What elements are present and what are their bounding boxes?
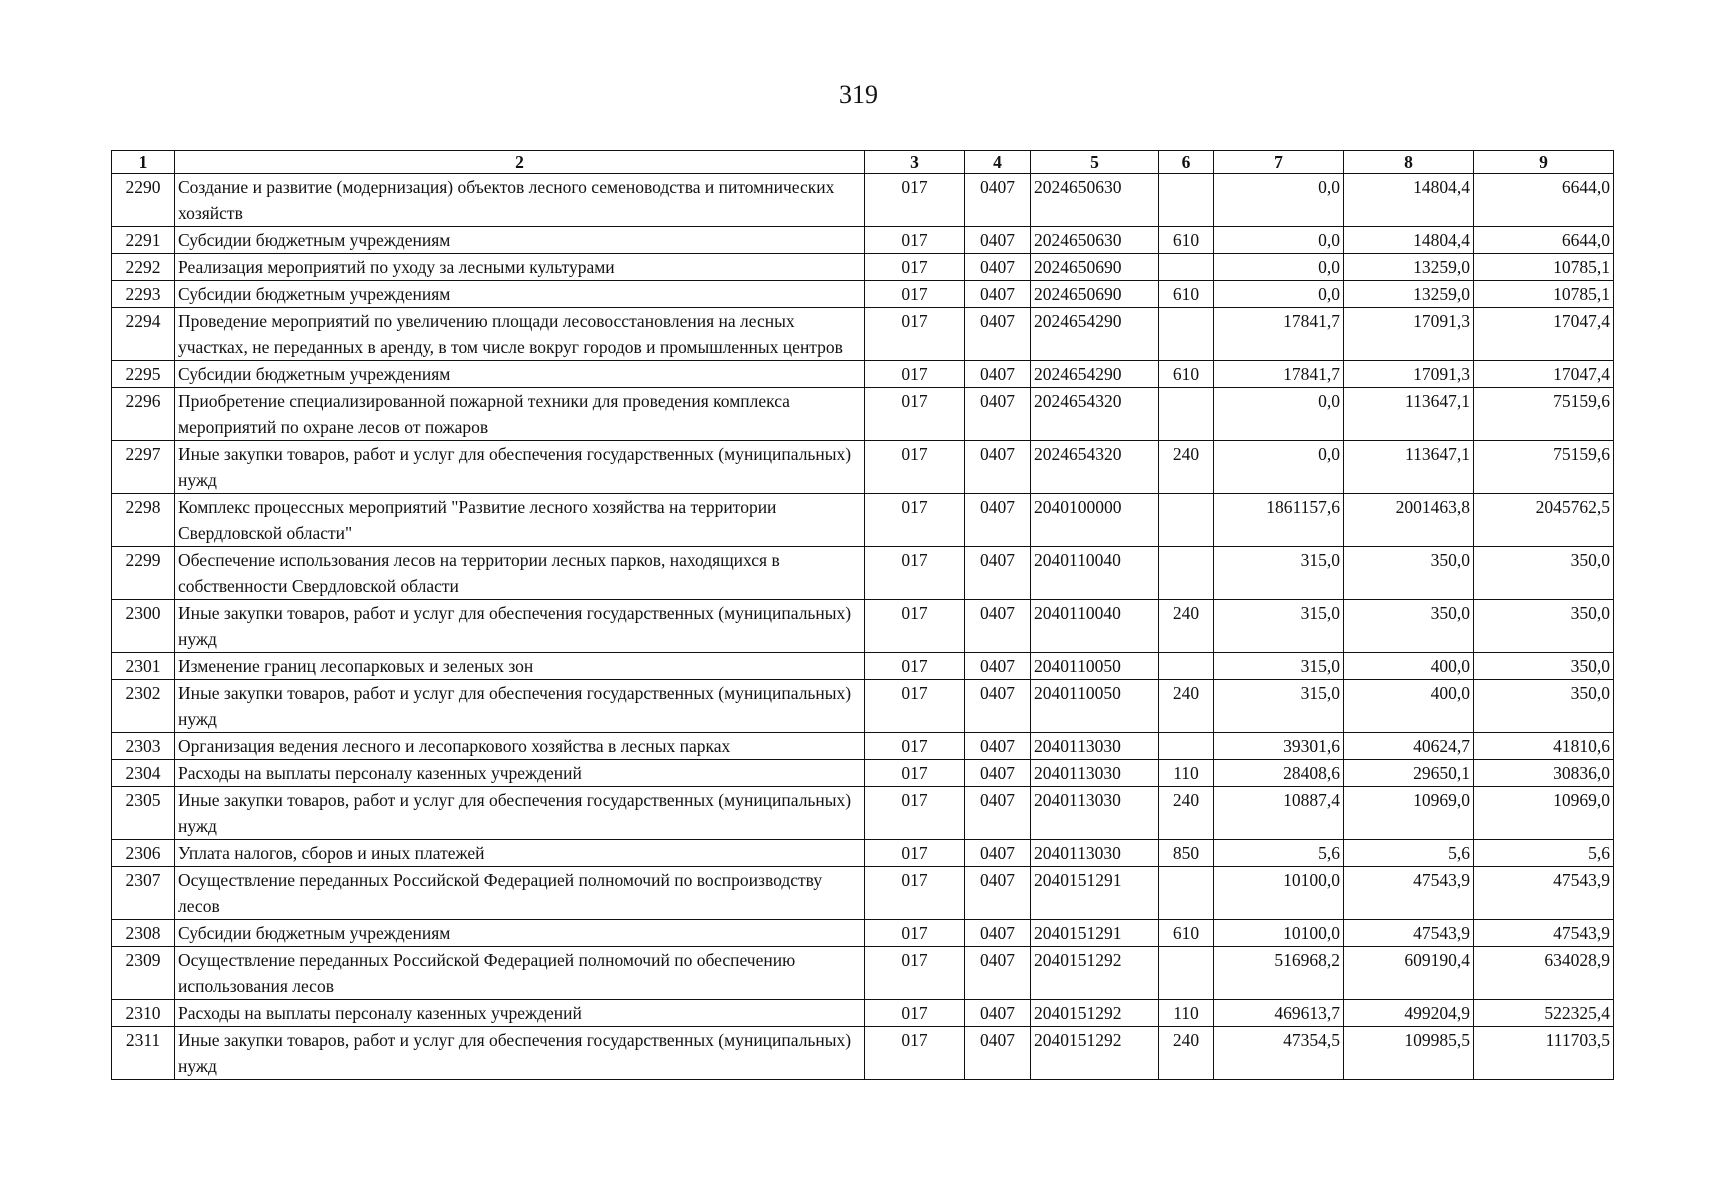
amount-col7-cell: 0,0 xyxy=(1214,227,1344,254)
amount-col8-cell: 47543,9 xyxy=(1344,867,1474,920)
amount-col8-cell: 40624,7 xyxy=(1344,733,1474,760)
item-name-cell: Приобретение специализированной пожарной техники для проведения комплекса мероприятий по охране лесов от пожаров xyxy=(175,388,865,441)
amount-col8-cell: 10969,0 xyxy=(1344,787,1474,840)
expense-type-cell: 240 xyxy=(1159,441,1214,494)
amount-col8-cell: 113647,1 xyxy=(1344,441,1474,494)
section-code-cell: 0407 xyxy=(965,547,1031,600)
amount-col8-cell: 14804,4 xyxy=(1344,227,1474,254)
ministry-code-cell: 017 xyxy=(865,441,965,494)
amount-col9-cell: 47543,9 xyxy=(1474,920,1614,947)
amount-col9-cell: 5,6 xyxy=(1474,840,1614,867)
target-article-cell: 2040151292 xyxy=(1031,947,1159,1000)
section-code-cell: 0407 xyxy=(965,227,1031,254)
row-number-cell: 2300 xyxy=(112,600,175,653)
item-name-cell: Субсидии бюджетным учреждениям xyxy=(175,361,865,388)
amount-col7-cell: 1861157,6 xyxy=(1214,494,1344,547)
ministry-code-cell: 017 xyxy=(865,1027,965,1080)
ministry-code-cell: 017 xyxy=(865,308,965,361)
amount-col8-cell: 400,0 xyxy=(1344,653,1474,680)
row-number-cell: 2294 xyxy=(112,308,175,361)
expense-type-cell xyxy=(1159,308,1214,361)
amount-col8-cell: 609190,4 xyxy=(1344,947,1474,1000)
table-row xyxy=(112,867,1614,920)
section-code-cell: 0407 xyxy=(965,174,1031,227)
expense-type-cell xyxy=(1159,547,1214,600)
expense-type-cell xyxy=(1159,494,1214,547)
table-row xyxy=(112,760,1614,787)
amount-col7-cell: 315,0 xyxy=(1214,600,1344,653)
row-number-cell: 2292 xyxy=(112,254,175,281)
amount-col8-cell: 2001463,8 xyxy=(1344,494,1474,547)
amount-col7-cell: 0,0 xyxy=(1214,174,1344,227)
amount-col9-cell: 6644,0 xyxy=(1474,227,1614,254)
table-row xyxy=(112,680,1614,733)
row-number-cell: 2291 xyxy=(112,227,175,254)
amount-col9-cell: 350,0 xyxy=(1474,547,1614,600)
table-row xyxy=(112,308,1614,361)
target-article-cell: 2040110050 xyxy=(1031,653,1159,680)
amount-col7-cell: 10887,4 xyxy=(1214,787,1344,840)
amount-col9-cell: 634028,9 xyxy=(1474,947,1614,1000)
row-number-cell: 2302 xyxy=(112,680,175,733)
amount-col9-cell: 75159,6 xyxy=(1474,441,1614,494)
item-name-cell: Осуществление переданных Российской Федерацией полномочий по воспроизводству лесов xyxy=(175,867,865,920)
section-code-cell: 0407 xyxy=(965,867,1031,920)
row-number-cell: 2297 xyxy=(112,441,175,494)
amount-col9-cell: 10785,1 xyxy=(1474,281,1614,308)
section-code-cell: 0407 xyxy=(965,1027,1031,1080)
expense-type-cell xyxy=(1159,733,1214,760)
table-body xyxy=(112,174,1614,1080)
item-name-cell: Расходы на выплаты персоналу казенных учреждений xyxy=(175,1000,865,1027)
amount-col9-cell: 17047,4 xyxy=(1474,308,1614,361)
column-header: 2 xyxy=(175,151,865,174)
column-header: 7 xyxy=(1214,151,1344,174)
section-code-cell: 0407 xyxy=(965,920,1031,947)
amount-col8-cell: 350,0 xyxy=(1344,600,1474,653)
amount-col7-cell: 5,6 xyxy=(1214,840,1344,867)
page-number: 319 xyxy=(839,80,878,109)
column-header: 3 xyxy=(865,151,965,174)
ministry-code-cell: 017 xyxy=(865,840,965,867)
amount-col7-cell: 28408,6 xyxy=(1214,760,1344,787)
item-name-cell: Уплата налогов, сборов и иных платежей xyxy=(175,840,865,867)
target-article-cell: 2040151292 xyxy=(1031,1027,1159,1080)
amount-col8-cell: 109985,5 xyxy=(1344,1027,1474,1080)
target-article-cell: 2024654290 xyxy=(1031,361,1159,388)
table-row xyxy=(112,1000,1614,1027)
item-name-cell: Создание и развитие (модернизация) объектов лесного семеноводства и питомнических хозяйств xyxy=(175,174,865,227)
row-number-cell: 2307 xyxy=(112,867,175,920)
expense-type-cell: 240 xyxy=(1159,1027,1214,1080)
target-article-cell: 2040110050 xyxy=(1031,680,1159,733)
section-code-cell: 0407 xyxy=(965,441,1031,494)
amount-col7-cell: 47354,5 xyxy=(1214,1027,1344,1080)
amount-col9-cell: 350,0 xyxy=(1474,600,1614,653)
amount-col7-cell: 315,0 xyxy=(1214,680,1344,733)
table-row xyxy=(112,547,1614,600)
amount-col8-cell: 400,0 xyxy=(1344,680,1474,733)
ministry-code-cell: 017 xyxy=(865,1000,965,1027)
amount-col8-cell: 5,6 xyxy=(1344,840,1474,867)
amount-col8-cell: 113647,1 xyxy=(1344,388,1474,441)
table-row xyxy=(112,787,1614,840)
target-article-cell: 2024650690 xyxy=(1031,254,1159,281)
item-name-cell: Иные закупки товаров, работ и услуг для обеспечения государственных (муниципальных) нужд xyxy=(175,787,865,840)
amount-col8-cell: 13259,0 xyxy=(1344,254,1474,281)
amount-col9-cell: 522325,4 xyxy=(1474,1000,1614,1027)
row-number-cell: 2296 xyxy=(112,388,175,441)
table-row xyxy=(112,441,1614,494)
amount-col8-cell: 350,0 xyxy=(1344,547,1474,600)
amount-col7-cell: 0,0 xyxy=(1214,254,1344,281)
amount-col7-cell: 469613,7 xyxy=(1214,1000,1344,1027)
amount-col7-cell: 17841,7 xyxy=(1214,361,1344,388)
row-number-cell: 2299 xyxy=(112,547,175,600)
table-row xyxy=(112,254,1614,281)
amount-col9-cell: 10785,1 xyxy=(1474,254,1614,281)
amount-col9-cell: 17047,4 xyxy=(1474,361,1614,388)
row-number-cell: 2303 xyxy=(112,733,175,760)
expense-type-cell xyxy=(1159,254,1214,281)
table-row xyxy=(112,1027,1614,1080)
section-code-cell: 0407 xyxy=(965,254,1031,281)
expense-type-cell: 110 xyxy=(1159,760,1214,787)
table-row xyxy=(112,388,1614,441)
ministry-code-cell: 017 xyxy=(865,947,965,1000)
target-article-cell: 2024654290 xyxy=(1031,308,1159,361)
row-number-cell: 2290 xyxy=(112,174,175,227)
column-header: 1 xyxy=(112,151,175,174)
ministry-code-cell: 017 xyxy=(865,227,965,254)
row-number-cell: 2311 xyxy=(112,1027,175,1080)
target-article-cell: 2040113030 xyxy=(1031,787,1159,840)
ministry-code-cell: 017 xyxy=(865,653,965,680)
amount-col8-cell: 47543,9 xyxy=(1344,920,1474,947)
item-name-cell: Проведение мероприятий по увеличению площади лесовосстановления на лесных участках, не переданных в аренду, в том числе вокруг городов и промышленных центров xyxy=(175,308,865,361)
column-header: 8 xyxy=(1344,151,1474,174)
table-row xyxy=(112,653,1614,680)
section-code-cell: 0407 xyxy=(965,388,1031,441)
target-article-cell: 2040100000 xyxy=(1031,494,1159,547)
target-article-cell: 2040110040 xyxy=(1031,547,1159,600)
row-number-cell: 2304 xyxy=(112,760,175,787)
amount-col9-cell: 2045762,5 xyxy=(1474,494,1614,547)
ministry-code-cell: 017 xyxy=(865,547,965,600)
ministry-code-cell: 017 xyxy=(865,733,965,760)
expense-type-cell: 610 xyxy=(1159,920,1214,947)
section-code-cell: 0407 xyxy=(965,733,1031,760)
ministry-code-cell: 017 xyxy=(865,600,965,653)
item-name-cell: Субсидии бюджетным учреждениям xyxy=(175,281,865,308)
table-row xyxy=(112,361,1614,388)
amount-col9-cell: 47543,9 xyxy=(1474,867,1614,920)
row-number-cell: 2301 xyxy=(112,653,175,680)
expense-type-cell: 610 xyxy=(1159,361,1214,388)
row-number-cell: 2295 xyxy=(112,361,175,388)
table-row xyxy=(112,733,1614,760)
section-code-cell: 0407 xyxy=(965,947,1031,1000)
ministry-code-cell: 017 xyxy=(865,787,965,840)
section-code-cell: 0407 xyxy=(965,1000,1031,1027)
target-article-cell: 2040113030 xyxy=(1031,733,1159,760)
amount-col8-cell: 29650,1 xyxy=(1344,760,1474,787)
table-row xyxy=(112,174,1614,227)
amount-col7-cell: 315,0 xyxy=(1214,653,1344,680)
ministry-code-cell: 017 xyxy=(865,494,965,547)
section-code-cell: 0407 xyxy=(965,600,1031,653)
table-row xyxy=(112,494,1614,547)
expense-type-cell: 610 xyxy=(1159,281,1214,308)
target-article-cell: 2024650690 xyxy=(1031,281,1159,308)
amount-col7-cell: 17841,7 xyxy=(1214,308,1344,361)
ministry-code-cell: 017 xyxy=(865,254,965,281)
ministry-code-cell: 017 xyxy=(865,760,965,787)
expense-type-cell: 850 xyxy=(1159,840,1214,867)
target-article-cell: 2040113030 xyxy=(1031,760,1159,787)
amount-col9-cell: 75159,6 xyxy=(1474,388,1614,441)
amount-col9-cell: 350,0 xyxy=(1474,680,1614,733)
column-header: 9 xyxy=(1474,151,1614,174)
item-name-cell: Иные закупки товаров, работ и услуг для обеспечения государственных (муниципальных) нужд xyxy=(175,1027,865,1080)
expense-type-cell: 110 xyxy=(1159,1000,1214,1027)
column-header: 4 xyxy=(965,151,1031,174)
amount-col9-cell: 111703,5 xyxy=(1474,1027,1614,1080)
amount-col7-cell: 10100,0 xyxy=(1214,920,1344,947)
item-name-cell: Иные закупки товаров, работ и услуг для обеспечения государственных (муниципальных) нужд xyxy=(175,600,865,653)
ministry-code-cell: 017 xyxy=(865,361,965,388)
amount-col8-cell: 17091,3 xyxy=(1344,361,1474,388)
ministry-code-cell: 017 xyxy=(865,920,965,947)
expense-type-cell xyxy=(1159,653,1214,680)
amount-col9-cell: 10969,0 xyxy=(1474,787,1614,840)
row-number-cell: 2298 xyxy=(112,494,175,547)
row-number-cell: 2309 xyxy=(112,947,175,1000)
table-row xyxy=(112,600,1614,653)
amount-col7-cell: 39301,6 xyxy=(1214,733,1344,760)
item-name-cell: Изменение границ лесопарковых и зеленых зон xyxy=(175,653,865,680)
item-name-cell: Осуществление переданных Российской Федерацией полномочий по обеспечению использования лесов xyxy=(175,947,865,1000)
row-number-cell: 2305 xyxy=(112,787,175,840)
amount-col7-cell: 0,0 xyxy=(1214,281,1344,308)
ministry-code-cell: 017 xyxy=(865,867,965,920)
amount-col7-cell: 0,0 xyxy=(1214,388,1344,441)
amount-col9-cell: 6644,0 xyxy=(1474,174,1614,227)
section-code-cell: 0407 xyxy=(965,308,1031,361)
section-code-cell: 0407 xyxy=(965,653,1031,680)
amount-col8-cell: 499204,9 xyxy=(1344,1000,1474,1027)
expense-type-cell xyxy=(1159,174,1214,227)
item-name-cell: Реализация мероприятий по уходу за лесными культурами xyxy=(175,254,865,281)
row-number-cell: 2308 xyxy=(112,920,175,947)
item-name-cell: Расходы на выплаты персоналу казенных учреждений xyxy=(175,760,865,787)
section-code-cell: 0407 xyxy=(965,494,1031,547)
ministry-code-cell: 017 xyxy=(865,281,965,308)
expense-type-cell xyxy=(1159,388,1214,441)
header-row xyxy=(112,151,1614,174)
table-row xyxy=(112,947,1614,1000)
section-code-cell: 0407 xyxy=(965,787,1031,840)
table-row xyxy=(112,281,1614,308)
amount-col7-cell: 516968,2 xyxy=(1214,947,1344,1000)
amount-col7-cell: 0,0 xyxy=(1214,441,1344,494)
budget-table xyxy=(111,150,1614,1080)
table-row xyxy=(112,920,1614,947)
amount-col8-cell: 17091,3 xyxy=(1344,308,1474,361)
item-name-cell: Субсидии бюджетным учреждениям xyxy=(175,920,865,947)
expense-type-cell: 240 xyxy=(1159,680,1214,733)
amount-col8-cell: 13259,0 xyxy=(1344,281,1474,308)
expense-type-cell: 240 xyxy=(1159,600,1214,653)
amount-col9-cell: 41810,6 xyxy=(1474,733,1614,760)
section-code-cell: 0407 xyxy=(965,281,1031,308)
section-code-cell: 0407 xyxy=(965,361,1031,388)
amount-col7-cell: 315,0 xyxy=(1214,547,1344,600)
target-article-cell: 2040113030 xyxy=(1031,840,1159,867)
table-row xyxy=(112,840,1614,867)
expense-type-cell xyxy=(1159,947,1214,1000)
target-article-cell: 2024654320 xyxy=(1031,441,1159,494)
item-name-cell: Обеспечение использования лесов на территории лесных парков, находящихся в собственности Свердловской области xyxy=(175,547,865,600)
section-code-cell: 0407 xyxy=(965,760,1031,787)
amount-col8-cell: 14804,4 xyxy=(1344,174,1474,227)
item-name-cell: Комплекс процессных мероприятий "Развитие лесного хозяйства на территории Свердловской области" xyxy=(175,494,865,547)
target-article-cell: 2040151291 xyxy=(1031,920,1159,947)
item-name-cell: Иные закупки товаров, работ и услуг для обеспечения государственных (муниципальных) нужд xyxy=(175,680,865,733)
item-name-cell: Субсидии бюджетным учреждениям xyxy=(175,227,865,254)
amount-col9-cell: 30836,0 xyxy=(1474,760,1614,787)
section-code-cell: 0407 xyxy=(965,680,1031,733)
target-article-cell: 2040151292 xyxy=(1031,1000,1159,1027)
target-article-cell: 2024650630 xyxy=(1031,174,1159,227)
target-article-cell: 2024650630 xyxy=(1031,227,1159,254)
expense-type-cell: 610 xyxy=(1159,227,1214,254)
item-name-cell: Организация ведения лесного и лесопаркового хозяйства в лесных парках xyxy=(175,733,865,760)
item-name-cell: Иные закупки товаров, работ и услуг для обеспечения государственных (муниципальных) нужд xyxy=(175,441,865,494)
table-row xyxy=(112,227,1614,254)
expense-type-cell xyxy=(1159,867,1214,920)
section-code-cell: 0407 xyxy=(965,840,1031,867)
target-article-cell: 2040151291 xyxy=(1031,867,1159,920)
column-header: 6 xyxy=(1159,151,1214,174)
amount-col9-cell: 350,0 xyxy=(1474,653,1614,680)
amount-col7-cell: 10100,0 xyxy=(1214,867,1344,920)
target-article-cell: 2024654320 xyxy=(1031,388,1159,441)
ministry-code-cell: 017 xyxy=(865,388,965,441)
row-number-cell: 2293 xyxy=(112,281,175,308)
row-number-cell: 2310 xyxy=(112,1000,175,1027)
row-number-cell: 2306 xyxy=(112,840,175,867)
target-article-cell: 2040110040 xyxy=(1031,600,1159,653)
column-header: 5 xyxy=(1031,151,1159,174)
expense-type-cell: 240 xyxy=(1159,787,1214,840)
ministry-code-cell: 017 xyxy=(865,174,965,227)
ministry-code-cell: 017 xyxy=(865,680,965,733)
